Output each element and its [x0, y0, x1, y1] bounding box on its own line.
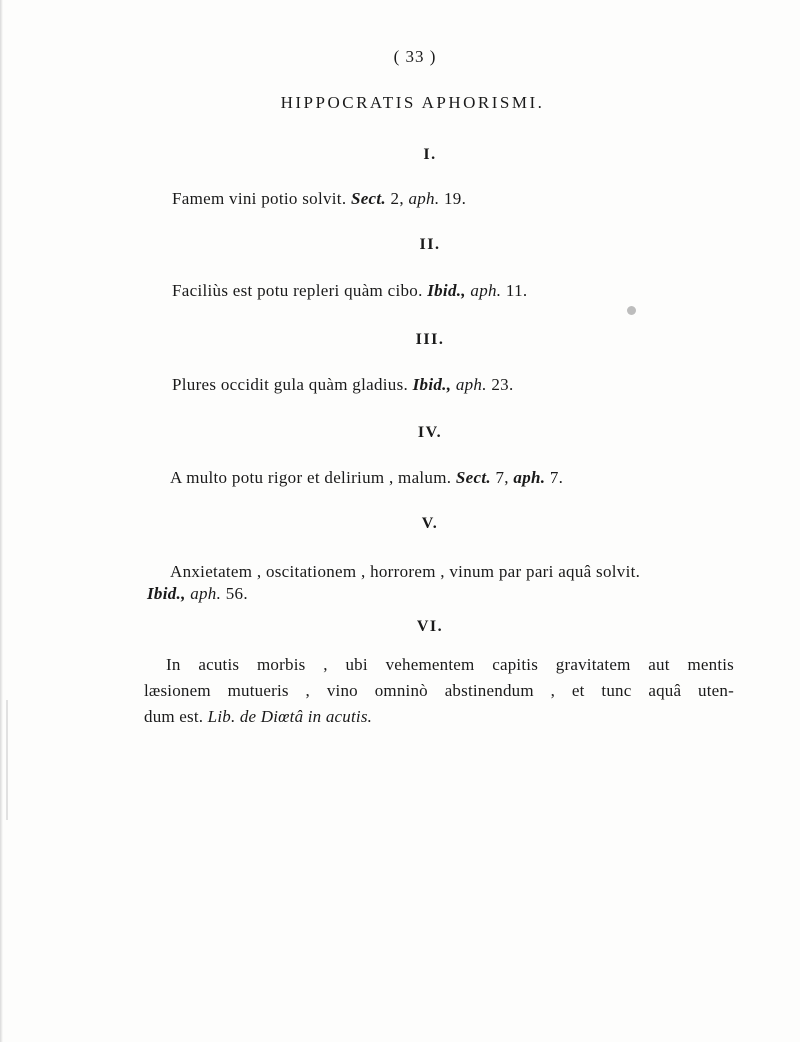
aphorism-line: læsionem mutueris , vino omninò abstinendum , et tunc aquâ uten- — [144, 681, 734, 700]
aphorism-numeral-1: I. — [423, 146, 437, 163]
aphorism-aph-value: 11. — [505, 281, 528, 300]
aphorism-6 — [144, 652, 734, 730]
aphorism-aph-label: aph. — [470, 281, 502, 300]
aphorism-aph-value: 23. — [491, 375, 514, 394]
aphorism-numeral-4: IV. — [417, 424, 443, 441]
aphorism-aph-value: 56. — [225, 584, 248, 603]
aphorism-line — [144, 704, 734, 730]
aphorism-4 — [170, 467, 563, 489]
page-title: HIPPOCRATIS APHORISMI. — [280, 93, 545, 112]
scan-artifact — [6, 700, 8, 820]
aphorism-ref-value: 2, — [390, 189, 404, 208]
aphorism-numeral-2: II. — [419, 236, 441, 253]
aphorism-2 — [172, 280, 527, 302]
aphorism-text: Plures occidit gula quàm gladius. — [172, 375, 409, 394]
aphorism-text: Famem vini potio solvit. — [172, 189, 347, 208]
aphorism-ref-label: Sect. — [350, 189, 386, 208]
aphorism-ref-label: Ibid., — [427, 281, 466, 300]
aphorism-numeral-3: III. — [415, 331, 445, 348]
aphorism-numeral-6: VI. — [416, 618, 444, 635]
aphorism-ref-label: Sect. — [455, 468, 491, 487]
aphorism-line: Anxietatem , oscitationem , horrorem , vinum par pari aquâ solvit. — [170, 562, 641, 581]
aphorism-text: dum est. — [144, 707, 204, 726]
aphorism-text: A multo potu rigor et delirium , malum. — [170, 468, 452, 487]
aphorism-ref-label: Ibid., — [412, 375, 452, 394]
aphorism-aph-label: aph. — [455, 375, 487, 394]
aphorism-numeral-5: V. — [421, 515, 439, 532]
aphorism-text: Faciliùs est potu repleri quàm cibo. — [172, 281, 423, 300]
aphorism-aph-value: 7. — [549, 468, 564, 487]
aphorism-aph-label: aph. — [513, 468, 546, 487]
aphorism-3 — [172, 374, 514, 396]
aphorism-1 — [172, 188, 466, 210]
aphorism-5 — [147, 561, 737, 605]
aphorism-aph-value: 19. — [443, 189, 467, 208]
aphorism-line — [147, 583, 737, 605]
aphorism-line: In acutis morbis , ubi vehementem capitis gravitatem aut mentis — [166, 655, 734, 674]
page-number: ( 33 ) — [393, 47, 437, 66]
ink-spot — [627, 306, 636, 315]
aphorism-ref-value: 7, — [495, 468, 509, 487]
aphorism-aph-label: aph. — [408, 189, 440, 208]
aphorism-ref: Lib. de Diœtâ in acutis. — [207, 707, 373, 726]
aphorism-ref-label: Ibid., — [147, 584, 186, 603]
aphorism-aph-label: aph. — [190, 584, 222, 603]
